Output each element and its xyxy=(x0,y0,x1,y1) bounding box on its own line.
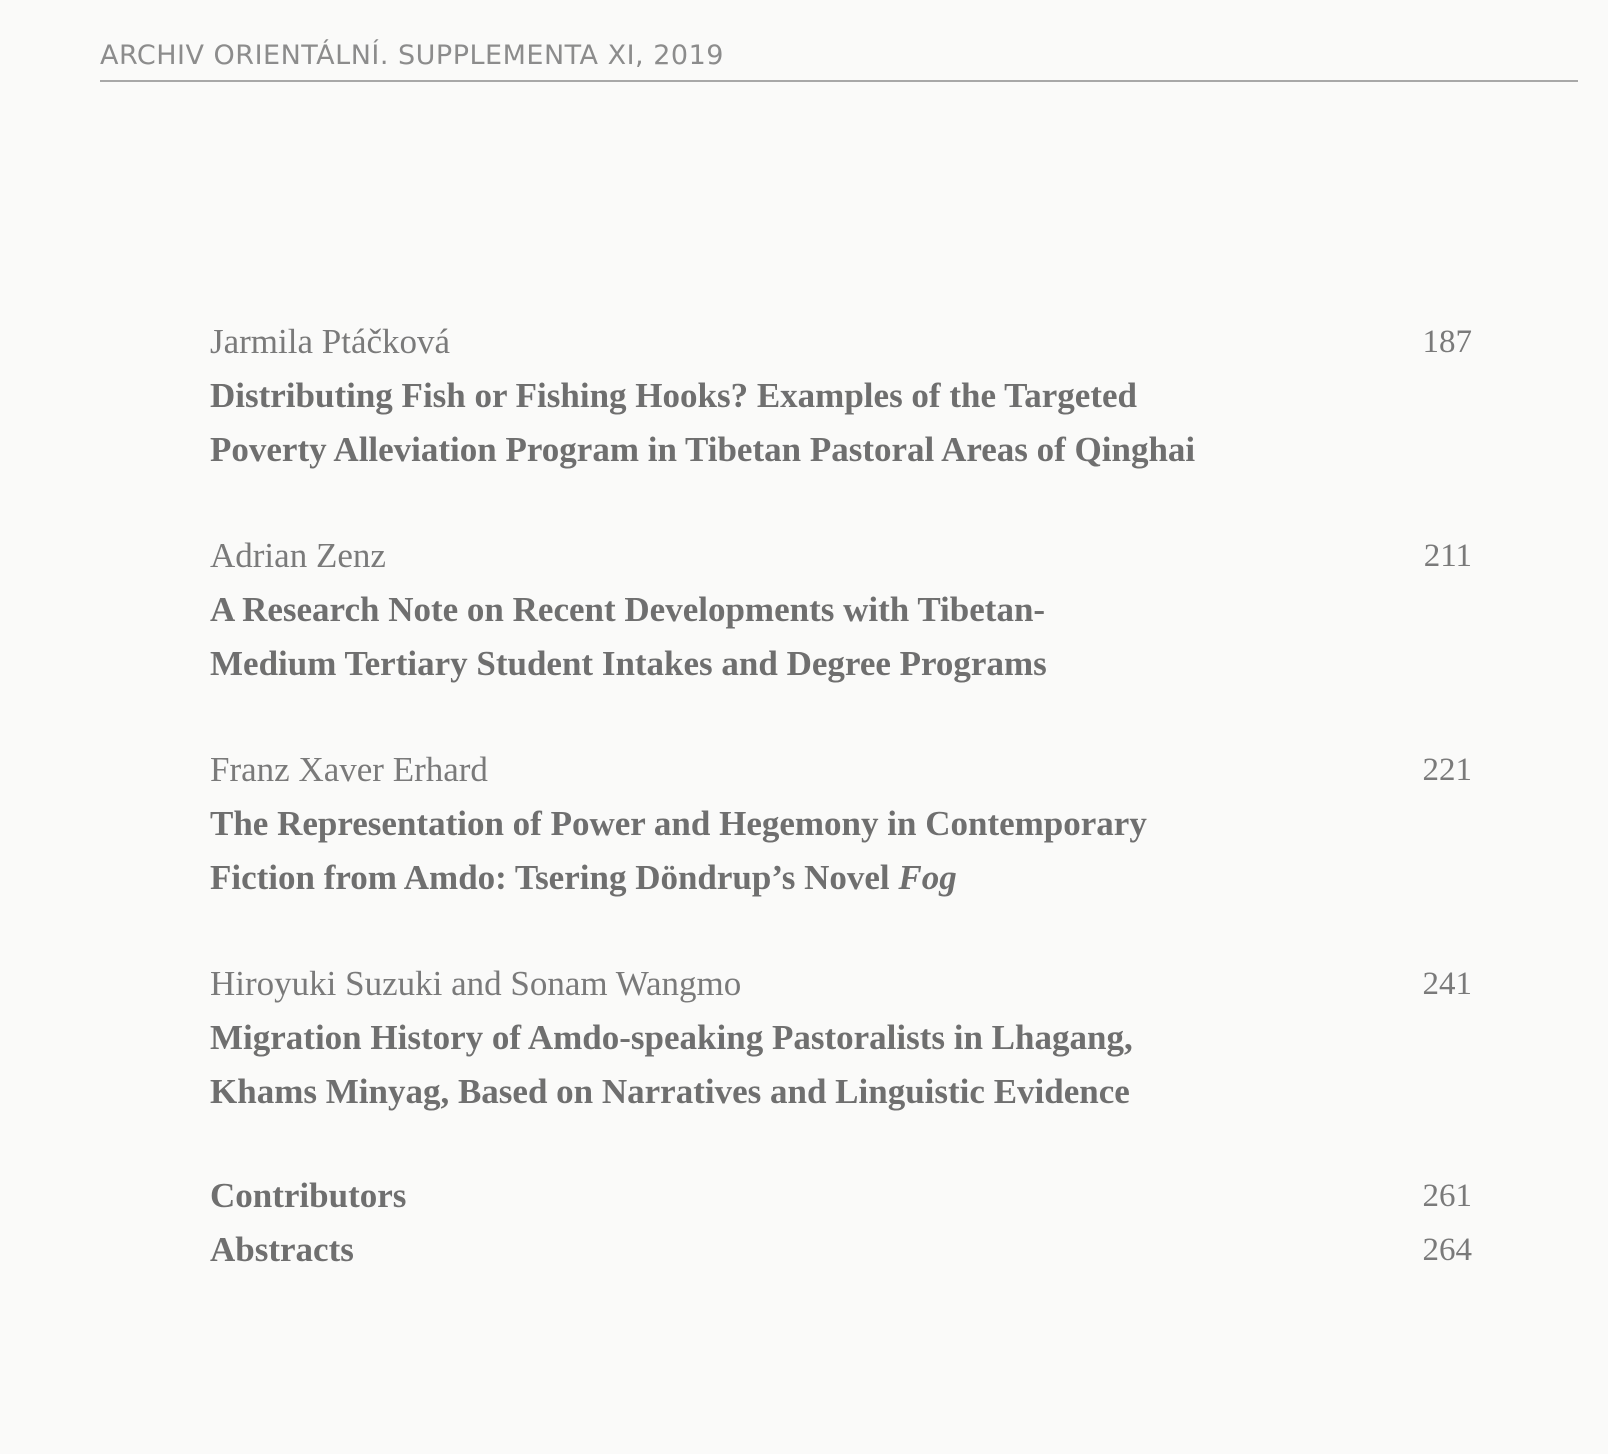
entry-title-italic: Fog xyxy=(898,858,957,897)
toc-back-matter-item[interactable] xyxy=(210,1169,1472,1223)
entry-title-line xyxy=(210,851,1370,905)
entry-title xyxy=(210,797,1370,905)
entry-page-number: 241 xyxy=(1422,966,1472,1002)
toc-entry[interactable] xyxy=(210,529,1472,691)
entry-title-line: Medium Tertiary Student Intakes and Degree Programs xyxy=(210,644,1047,683)
entry-page-number: 187 xyxy=(1422,324,1472,360)
toc-entry[interactable] xyxy=(210,957,1472,1119)
header-rule xyxy=(100,80,1578,82)
toc-entry[interactable] xyxy=(210,315,1472,477)
entry-title xyxy=(210,583,1370,691)
entry-title xyxy=(210,369,1370,477)
entry-title-line: A Research Note on Recent Developments with Tibetan- xyxy=(210,590,1046,629)
entry-title-line: Poverty Alleviation Program in Tibetan Pastoral Areas of Qinghai xyxy=(210,430,1196,469)
entry-author: Adrian Zenz xyxy=(210,536,386,575)
back-matter xyxy=(210,1169,1472,1277)
table-of-contents xyxy=(210,315,1472,1277)
back-matter-label: Abstracts xyxy=(210,1230,354,1269)
running-head: ARCHIV ORIENTÁLNÍ. SUPPLEMENTA XI, 2019 xyxy=(100,40,724,71)
entry-author: Franz Xaver Erhard xyxy=(210,750,488,789)
entry-title-line: The Representation of Power and Hegemony in Contemporary xyxy=(210,804,1147,843)
entry-page-number: 211 xyxy=(1423,538,1472,574)
entry-author: Hiroyuki Suzuki and Sonam Wangmo xyxy=(210,964,742,1003)
entry-title xyxy=(210,1011,1370,1119)
entry-title-line-text: Fiction from Amdo: Tsering Döndrup’s Novel xyxy=(210,858,899,897)
toc-entry[interactable] xyxy=(210,743,1472,905)
toc-back-matter-item[interactable] xyxy=(210,1223,1472,1277)
entry-title-line: Distributing Fish or Fishing Hooks? Examples of the Targeted xyxy=(210,376,1137,415)
back-matter-label: Contributors xyxy=(210,1176,407,1215)
entry-page-number: 221 xyxy=(1422,752,1472,788)
back-matter-page-number: 261 xyxy=(1422,1178,1472,1214)
entry-title-line: Migration History of Amdo-speaking Pastoralists in Lhagang, xyxy=(210,1018,1133,1057)
entry-author: Jarmila Ptáčková xyxy=(210,322,451,361)
entry-title-line: Khams Minyag, Based on Narratives and Linguistic Evidence xyxy=(210,1072,1130,1111)
back-matter-page-number: 264 xyxy=(1422,1232,1472,1268)
